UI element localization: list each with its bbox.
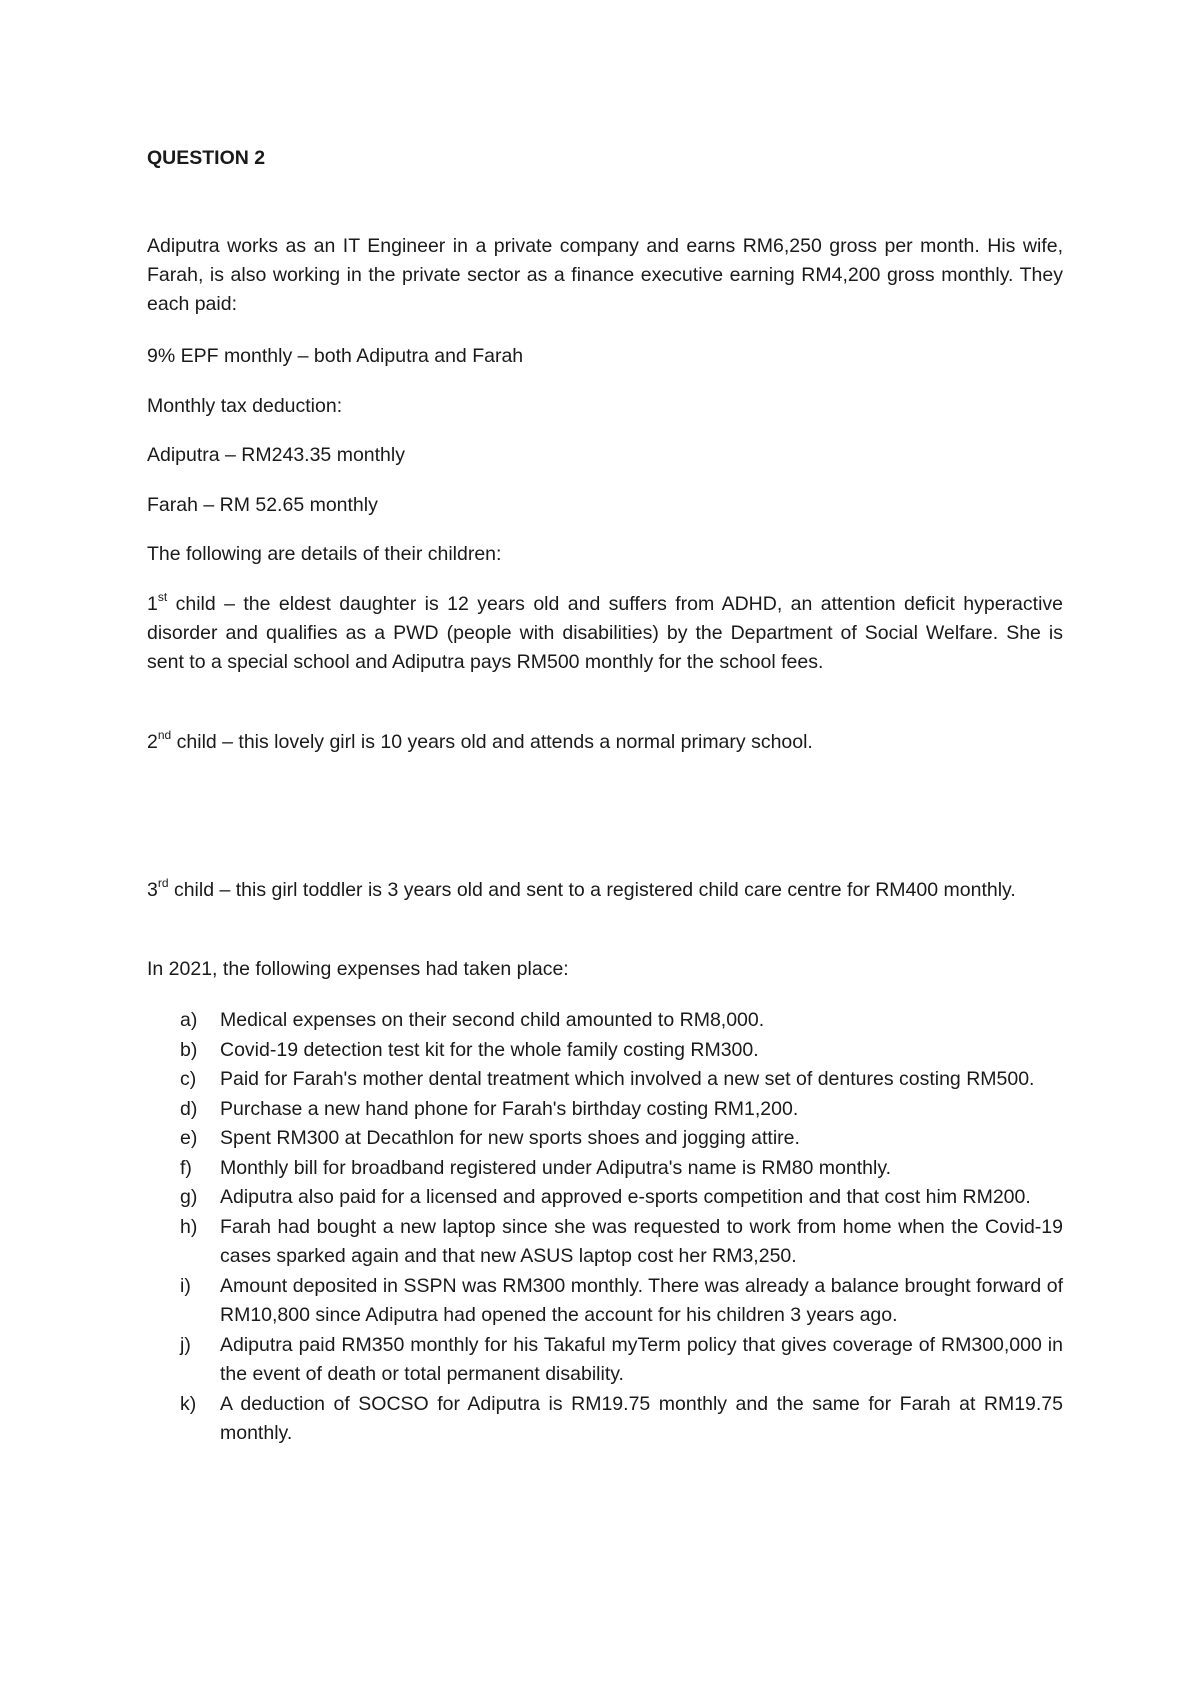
list-item-text: Medical expenses on their second child amounted to RM8,000. xyxy=(220,1009,765,1031)
list-item xyxy=(180,1272,1063,1331)
expenses-heading: In 2021, the following expenses had taken place: xyxy=(147,958,569,980)
child-1-number: 1 xyxy=(147,593,158,615)
child-1-text: child – the eldest daughter is 12 years old and suffers from ADHD, an attention deficit hyperactive disorder and qualifies as a PWD (people with disabilities) by the Department of Social Welfare. She is sent to a special school and Adiputra pays RM500 monthly for the school fees. xyxy=(147,593,1063,673)
children-heading: The following are details of their children: xyxy=(147,543,502,565)
child-2-ordinal: nd xyxy=(157,727,172,742)
child-3-ordinal: rd xyxy=(157,875,169,890)
expenses-list xyxy=(180,1006,1063,1449)
question-title: QUESTION 2 xyxy=(147,147,266,169)
list-item-text: Monthly bill for broadband registered under Adiputra's name is RM80 monthly. xyxy=(220,1156,892,1179)
list-item xyxy=(180,1124,1063,1154)
list-item-text: Paid for Farah's mother dental treatment which involved a new set of dentures costing RM500. xyxy=(220,1068,1035,1090)
list-item-text: Adiputra paid RM350 monthly for his Takaful myTerm policy that gives coverage of RM300,000 in the event of death or total permanent disability. xyxy=(220,1333,1063,1385)
list-item-marker: a) xyxy=(180,1009,198,1031)
list-item xyxy=(180,1390,1063,1449)
list-item xyxy=(180,1154,1063,1184)
list-item-text: Purchase a new hand phone for Farah's birthday costing RM1,200. xyxy=(220,1097,799,1120)
list-item-marker: i) xyxy=(180,1274,191,1297)
list-item-marker: e) xyxy=(180,1127,198,1149)
list-item xyxy=(180,1006,1063,1036)
child-2-text: child – this lovely girl is 10 years old and attends a normal primary school. xyxy=(171,731,813,753)
list-item-text: Farah had bought a new laptop since she was requested to work from home when the Covid-19 cases sparked again and that new ASUS laptop cost her RM3,250. xyxy=(220,1215,1063,1267)
list-item xyxy=(180,1065,1063,1095)
list-item-text: Spent RM300 at Decathlon for new sports shoes and jogging attire. xyxy=(220,1127,800,1149)
tax-heading: Monthly tax deduction: xyxy=(147,395,343,417)
child-3-number: 3 xyxy=(147,879,158,901)
list-item-marker: k) xyxy=(180,1392,197,1415)
child-2-paragraph xyxy=(147,728,813,757)
list-item xyxy=(180,1036,1063,1066)
list-item xyxy=(180,1095,1063,1125)
list-item-marker: h) xyxy=(180,1215,198,1238)
list-item xyxy=(180,1183,1063,1213)
list-item-marker: f) xyxy=(180,1156,192,1179)
tax-adiputra: Adiputra – RM243.35 monthly xyxy=(147,444,405,466)
list-item-marker: b) xyxy=(180,1038,198,1061)
tax-farah: Farah – RM 52.65 monthly xyxy=(147,494,378,516)
list-item-text: A deduction of SOCSO for Adiputra is RM19.75 monthly and the same for Farah at RM19.75 monthly. xyxy=(220,1392,1063,1444)
list-item-text: Adiputra also paid for a licensed and approved e-sports competition and that cost him RM200. xyxy=(220,1186,1031,1208)
list-item xyxy=(180,1331,1063,1390)
list-item-text: Covid-19 detection test kit for the whole family costing RM300. xyxy=(220,1038,759,1061)
child-3-paragraph xyxy=(147,876,1063,905)
list-item-marker: c) xyxy=(180,1068,197,1090)
child-1-ordinal: st xyxy=(157,589,168,604)
intro-paragraph: Adiputra works as an IT Engineer in a private company and earns RM6,250 gross per month. His wife, Farah, is also working in the private sector as a finance executive earning RM4,200 gross monthly. They each paid: xyxy=(147,235,1063,315)
epf-line: 9% EPF monthly – both Adiputra and Farah xyxy=(147,345,524,367)
child-1-paragraph xyxy=(147,590,1063,677)
child-2-number: 2 xyxy=(147,731,158,753)
list-item xyxy=(180,1213,1063,1272)
list-item-text: Amount deposited in SSPN was RM300 monthly. There was already a balance brought forward of RM10,800 since Adiputra had opened the account for his children 3 years ago. xyxy=(220,1274,1063,1326)
list-item-marker: g) xyxy=(180,1186,198,1208)
child-3-text: child – this girl toddler is 3 years old and sent to a registered child care centre for RM400 monthly. xyxy=(168,879,1016,901)
list-item-marker: d) xyxy=(180,1097,198,1120)
list-item-marker: j) xyxy=(180,1333,191,1356)
